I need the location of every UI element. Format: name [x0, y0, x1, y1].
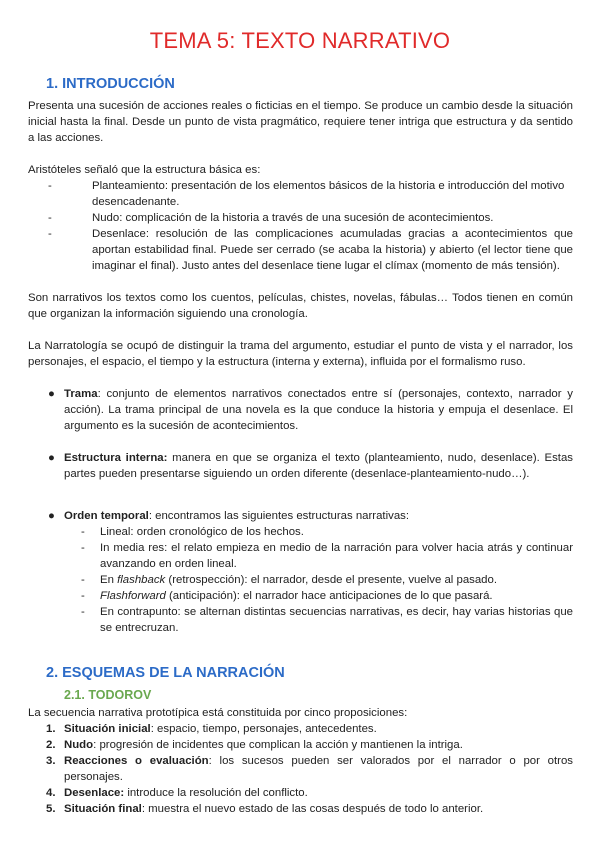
item-text — [64, 721, 573, 737]
text-part: (retrospección): el narrador, desde el presente, vuelve al pasado. — [165, 574, 498, 586]
sublist-item-flashforward — [28, 588, 573, 604]
item-number: 4. — [46, 787, 56, 799]
sublist-item-media-res — [28, 540, 573, 572]
list-item-nudo — [28, 210, 573, 226]
item-body: : muestra el nuevo estado de las cosas después de todo lo anterior. — [141, 803, 484, 815]
bullet-trama — [28, 386, 573, 434]
item-body: : espacio, tiempo, personajes, antecedentes. — [150, 723, 377, 735]
item-number: 5. — [46, 803, 56, 815]
dash-marker: - — [48, 180, 52, 192]
paragraph-narratologia: La Narratología se ocupó de distinguir la trama del argumento, estudiar el punto de vista y el narrador, los personajes, el espacio, el tiempo y la estructura (interna y externa), influida por el formalismo ruso. — [28, 340, 573, 368]
bullet-estructura-interna — [28, 450, 573, 482]
bullet-term: Orden temporal — [64, 510, 149, 522]
text-part: En — [100, 574, 118, 586]
item-number: 1. — [46, 723, 56, 735]
item-body: : progresión de incidentes que complican la acción y mantienen la intriga. — [93, 739, 463, 751]
list-item-text: Planteamiento: presentación de los elementos básicos de la historia e introducción del motivo desencadenante. — [92, 180, 565, 208]
item-number: 2. — [46, 739, 56, 751]
item-text — [64, 785, 573, 801]
item-term: Nudo — [64, 739, 94, 751]
sublist-item-contrapunto — [28, 604, 573, 636]
list-item-text: Nudo: complicación de la historia a través de una sucesión de acontecimientos. — [92, 212, 494, 224]
list-item-text: Desenlace: resolución de las complicaciones acumuladas gracias a acontecimientos que aportan estabilidad final. Puede ser cerrado (se acaba la historia) y abierto (el lector tiene que imaginar el final). Justo antes del desenlace tiene lugar el clímax (momento de más tensión). — [92, 228, 573, 272]
list-item-desenlace — [28, 226, 573, 274]
numbered-item-desenlace — [28, 785, 573, 801]
list-item-planteamiento — [28, 178, 573, 210]
dash-marker: - — [48, 212, 52, 224]
numbered-item-situacion-final — [28, 801, 573, 817]
item-body: : los sucesos pueden ser valorados por el narrador o por otros personajes. — [64, 755, 573, 783]
paragraph-intro: Presenta una sucesión de acciones reales o ficticias en el tiempo. Se produce un cambio desde la situación inicial hasta la final. Desde un punto de vista pragmático, requiere tener intriga que estructura y da sentido a las acciones. — [28, 100, 573, 144]
numbered-item-reacciones — [28, 753, 573, 785]
dash-marker: - — [81, 542, 85, 554]
subsection-heading-todorov: 2.1. TODOROV — [64, 688, 152, 702]
sublist-item-flashback — [28, 572, 573, 588]
bullet-term: Trama — [64, 388, 98, 400]
bullet-text — [64, 450, 573, 482]
paragraph-secuencia: La secuencia narrativa prototípica está constituida por cinco proposiciones: — [28, 707, 408, 719]
paragraph-narrativos: Son narrativos los textos como los cuentos, películas, chistes, novelas, fábulas… Todos tienen en común que organizan la información siguiendo una cronología. — [28, 292, 573, 320]
sublist-item-text: Lineal: orden cronológico de los hechos. — [100, 526, 304, 538]
sublist-item-text — [100, 588, 573, 604]
numbered-item-situacion-inicial — [28, 721, 573, 737]
sublist-item-text: In media res: el relato empieza en medio de la narración para volver hacia atrás y continuar avanzando en orden lineal. — [100, 542, 573, 570]
bullet-marker: ● — [48, 510, 55, 522]
page-title: TEMA 5: TEXTO NARRATIVO — [149, 28, 451, 53]
sublist-item-lineal — [28, 524, 573, 540]
item-term: Desenlace: — [64, 787, 125, 799]
item-term: Situación inicial — [64, 723, 151, 735]
numbered-item-nudo — [28, 737, 573, 753]
text-part: (anticipación): el narrador hace anticipaciones de lo que pasará. — [165, 590, 493, 602]
sublist-item-text — [100, 572, 573, 588]
bullet-body: manera en que se organiza el texto (planteamiento, nudo, desenlace). Estas partes pueden presentarse siguiendo un orden diferente (desenlace-planteamiento-nudo…). — [64, 452, 573, 480]
item-text — [64, 753, 573, 785]
bullet-body: : conjunto de elementos narrativos conectados entre sí (personajes, contexto, narrador y acción). La trama principal de una novela es la que conduce la historia y empuja el desenlace. El argumento es la sucesión de acontecimientos. — [64, 388, 573, 432]
dash-marker: - — [81, 606, 85, 618]
bullet-marker: ● — [48, 388, 55, 400]
item-body: introduce la resolución del conflicto. — [124, 787, 308, 799]
bullet-term: Estructura interna: — [64, 452, 168, 464]
bullet-marker: ● — [48, 452, 55, 464]
italic-term: Flashforward — [100, 590, 166, 602]
dash-marker: - — [48, 228, 52, 240]
bullet-text — [64, 508, 573, 524]
bullet-text — [64, 386, 573, 434]
dash-marker: - — [81, 574, 85, 586]
section-heading-introduccion: 1. INTRODUCCIÓN — [46, 76, 175, 92]
item-text — [64, 737, 573, 753]
item-number: 3. — [46, 755, 56, 767]
dash-marker: - — [81, 590, 85, 602]
paragraph-aristoteles: Aristóteles señaló que la estructura básica es: — [28, 164, 261, 176]
dash-marker: - — [81, 526, 85, 538]
sublist-item-text: En contrapunto: se alternan distintas secuencias narrativas, es decir, hay varias historias que se entrecruzan. — [100, 606, 573, 634]
item-text — [64, 801, 573, 817]
bullet-body: : encontramos las siguientes estructuras narrativas: — [148, 510, 410, 522]
item-term: Situación final — [64, 803, 142, 815]
section-heading-esquemas: 2. ESQUEMAS DE LA NARRACIÓN — [46, 665, 285, 681]
item-term: Reacciones o evaluación — [64, 755, 209, 767]
bullet-orden-temporal — [28, 508, 573, 524]
italic-term: flashback — [117, 574, 166, 586]
